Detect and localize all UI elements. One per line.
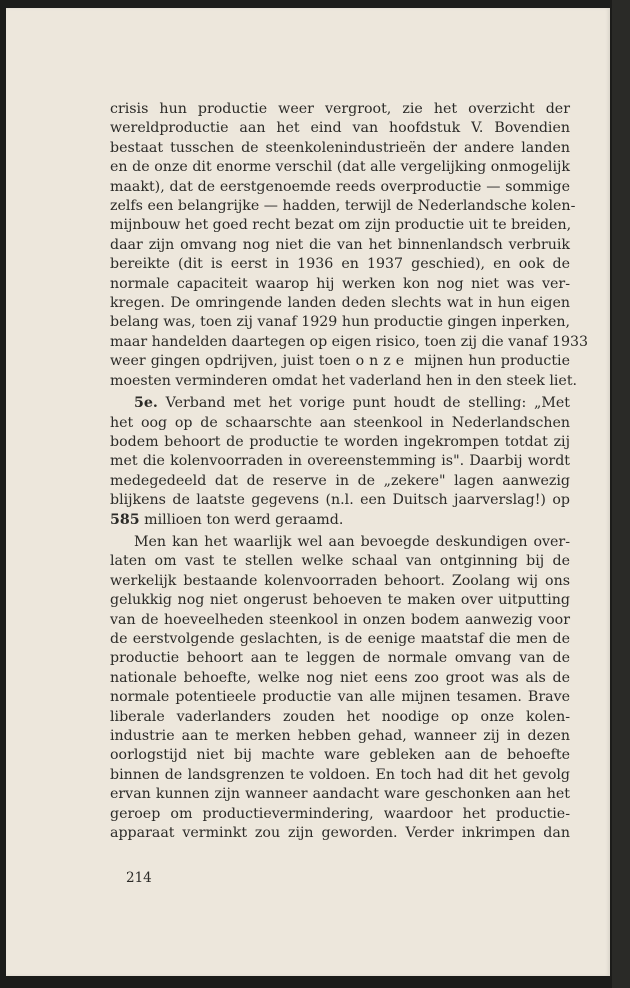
text-line: geroep om productievermindering, waardoor het productie- <box>110 805 570 822</box>
text-line: normale potentieele productie van alle mijnen tesamen. Brave <box>110 689 570 706</box>
text-line: en de onze dit enorme verschil (dat alle vergelijking onmogelijk <box>110 159 570 176</box>
text-line: blijkens de laatste gegevens (n.l. een Duitsch jaarverslag!) op <box>110 492 570 509</box>
text-line: medegedeeld dat de reserve in de „zekere" lagen aanwezig <box>110 472 570 489</box>
text-line: bodem behoort de productie te worden ingekrompen totdat zij <box>110 433 570 450</box>
text-fragment: mijnen hun productie <box>414 353 570 370</box>
text-fragment: Verband met het vorige punt houdt de stelling: „Met <box>165 395 570 412</box>
text-line: kregen. De omringende landen deden slechts wat in hun eigen <box>110 295 570 312</box>
text-line: Men kan het waarlijk wel aan bevoegde deskundigen over- <box>134 533 570 550</box>
book-page <box>6 8 610 976</box>
body-text <box>110 100 589 843</box>
paragraph-3 <box>110 533 570 844</box>
text-line <box>110 352 570 371</box>
text-line: maakt), dat de eerstgenoemde reeds overproductie — sommige <box>110 178 570 195</box>
text-line: oorlogstijd niet bij machte ware gebleken aan de behoefte <box>110 747 570 764</box>
book-edge <box>612 0 630 988</box>
text-fragment: millioen ton werd geraamd. <box>144 511 344 528</box>
text-line: gelukkig nog niet ongerust behoeven te maken over uitputting <box>110 592 570 609</box>
text-line: normale capaciteit waarop hij werken kon nog niet was ver- <box>110 275 570 292</box>
text-line: met die kolenvoorraden in overeenstemming is". Daarbij wordt <box>110 453 570 470</box>
text-line: belang was, toen zij vanaf 1929 hun productie gingen inperken, <box>110 314 570 331</box>
text-line <box>110 511 570 530</box>
text-line: productie behoort aan te leggen de normale omvang van de <box>110 650 570 667</box>
text-line: laten om vast te stellen welke schaal van ontginning bij de <box>110 553 570 570</box>
paragraph-1 <box>110 100 589 391</box>
emphasized-word: onze <box>355 353 410 370</box>
text-line: ervan kunnen zijn wanneer aandacht ware geschonken aan het <box>110 786 570 803</box>
text-fragment: weer gingen opdrijven, juist toen <box>110 353 351 370</box>
text-line: werkelijk bestaande kolenvoorraden behoort. Zoolang wij ons <box>110 572 570 589</box>
text-line: liberale vaderlanders zouden het noodige op onze kolen- <box>110 708 570 725</box>
page-number: 214 <box>126 870 152 886</box>
text-line: zelfs een belangrijke — hadden, terwijl de Nederlandsche kolen- <box>110 198 576 215</box>
text-line: van de hoeveelheden steenkool in onzen bodem aanwezig voor <box>110 611 570 628</box>
text-line: binnen de landsgrenzen te voldoen. En toch had dit het gevolg <box>110 766 570 783</box>
text-line: daar zijn omvang nog niet die van het binnenlandsch verbruik <box>110 236 570 253</box>
paragraph-2 <box>110 394 570 530</box>
section-label: 5e. <box>134 395 158 412</box>
text-line: het oog op de schaarschte aan steenkool in Nederlandschen <box>110 414 570 431</box>
text-line: moesten verminderen omdat het vaderland hen in den steek liet. <box>110 372 578 389</box>
text-line: nationale behoefte, welke nog niet eens zoo groot was als de <box>110 669 570 686</box>
bold-number: 585 <box>110 511 140 528</box>
text-line: crisis hun productie weer vergroot, zie het overzicht der <box>110 101 570 117</box>
text-line <box>110 394 570 413</box>
text-line: mijnbouw het goed recht bezat om zijn productie uit te breiden, <box>110 217 572 234</box>
text-line: maar handelden daartegen op eigen risico, toen zij die vanaf 1933 <box>110 333 589 350</box>
text-line: apparaat verminkt zou zijn geworden. Verder inkrimpen dan <box>110 825 570 842</box>
text-line: wereldproductie aan het eind van hoofdstuk V. Bovendien <box>110 120 570 137</box>
text-line: de eerstvolgende geslachten, is de eenige maatstaf die men de <box>110 630 570 647</box>
text-line: bestaat tusschen de steenkolenindustrieën der andere landen <box>110 139 570 156</box>
text-line: industrie aan te merken hebben gehad, wanneer zij in dezen <box>110 728 570 744</box>
text-line: bereikte (dit is eerst in 1936 en 1937 geschied), en ook de <box>110 256 570 273</box>
